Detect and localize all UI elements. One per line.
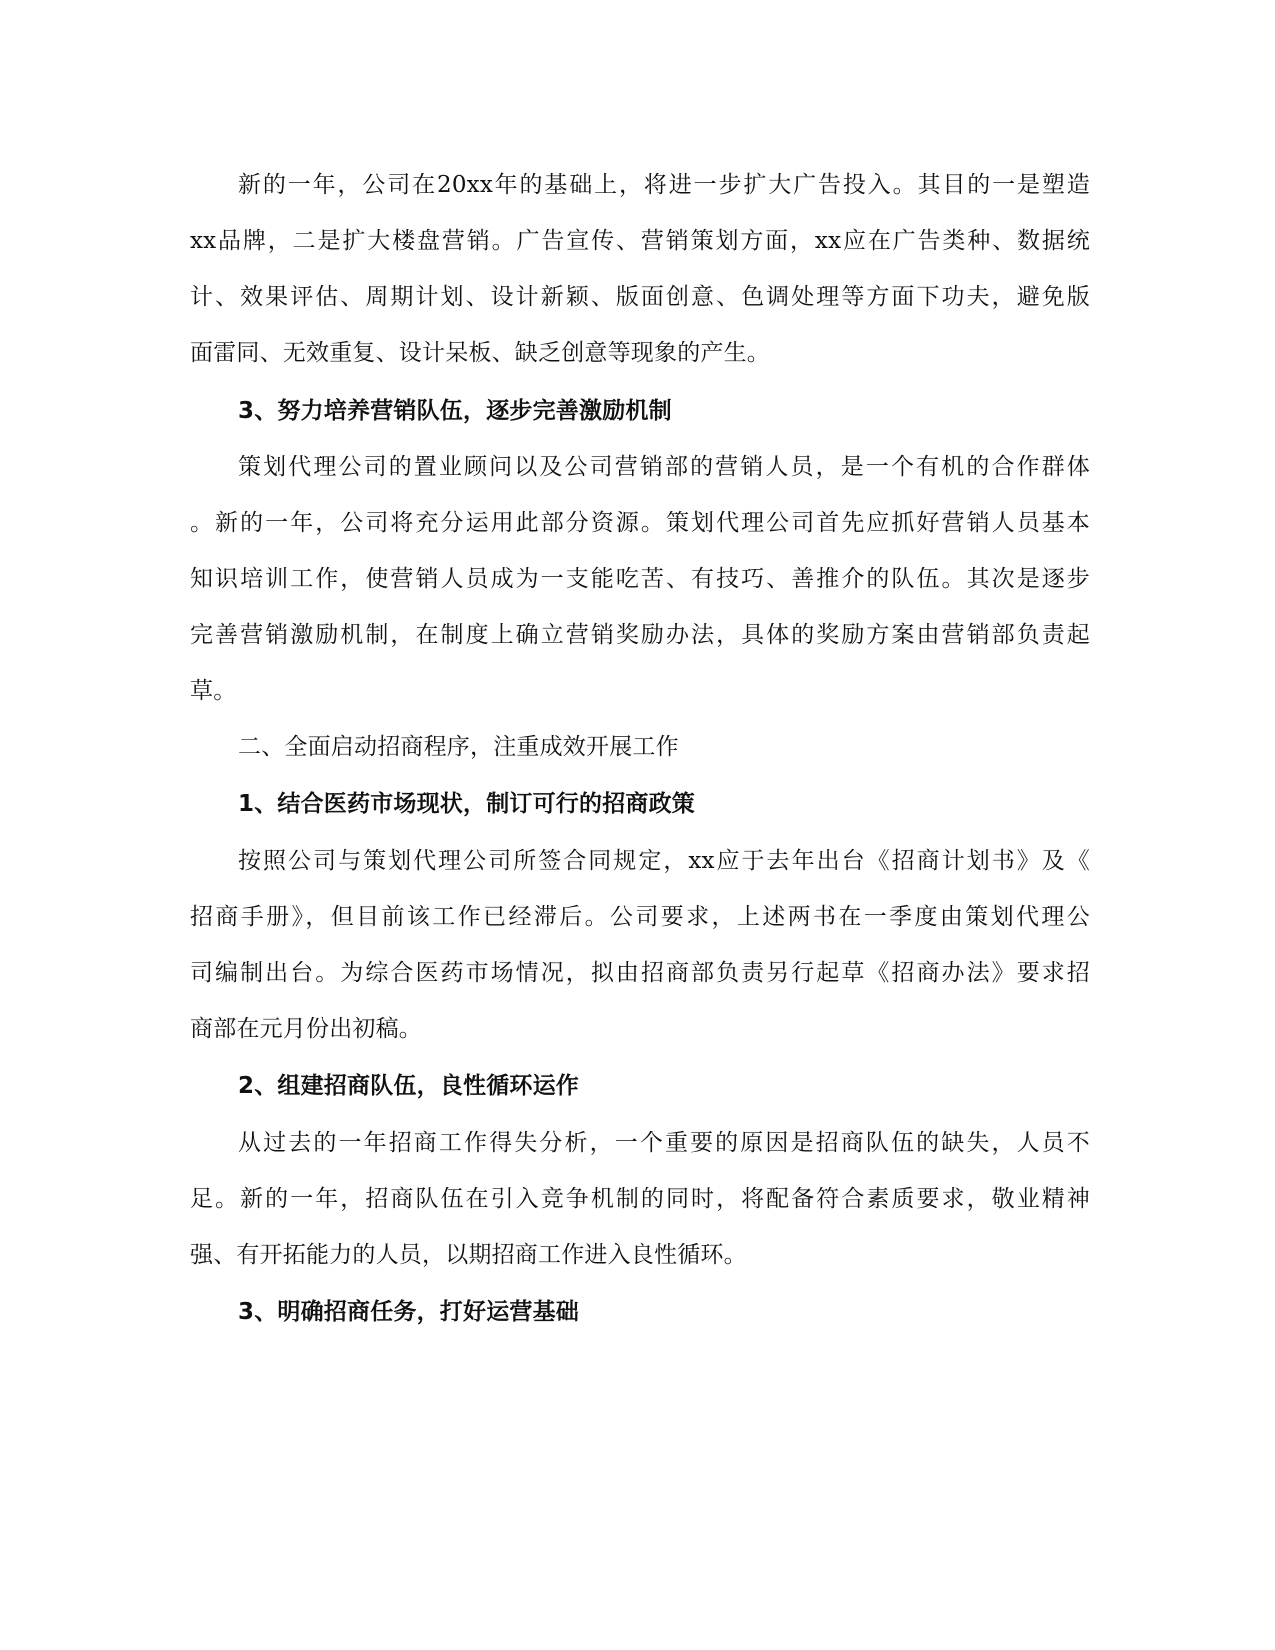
paragraph-line: 商部在元月份出初稿。 <box>190 1016 422 1042</box>
paragraph-line: 策划代理公司的置业顾问以及公司营销部的营销人员，是一个有机的合作群体 <box>238 454 1090 480</box>
paragraph-line: 从过去的一年招商工作得失分析，一个重要的原因是招商队伍的缺失，人员不 <box>238 1130 1090 1156</box>
section-heading: 1、结合医药市场现状，制订可行的招商政策 <box>238 791 696 817</box>
section-heading: 3、努力培养营销队伍，逐步完善激励机制 <box>238 398 672 424</box>
paragraph-line: xx品牌，二是扩大楼盘营销。广告宣传、营销策划方面，xx应在广告类种、数据统 <box>190 228 1090 254</box>
paragraph-line: 新的一年，公司在20xx年的基础上，将进一步扩大广告投入。其目的一是塑造 <box>238 172 1090 198</box>
paragraph-line: 司编制出台。为综合医药市场情况，拟由招商部负责另行起草《招商办法》要求招 <box>190 960 1090 986</box>
section-heading: 3、明确招商任务，打好运营基础 <box>238 1299 580 1325</box>
paragraph-line: 足。新的一年，招商队伍在引入竞争机制的同时，将配备符合素质要求，敬业精神 <box>190 1186 1090 1212</box>
paragraph-line: 草。 <box>190 678 237 704</box>
paragraph-line: 招商手册》，但目前该工作已经滞后。公司要求，上述两书在一季度由策划代理公 <box>190 904 1090 930</box>
paragraph-line: 。新的一年，公司将充分运用此部分资源。策划代理公司首先应抓好营销人员基本 <box>190 510 1090 536</box>
paragraph-line: 完善营销激励机制，在制度上确立营销奖励办法，具体的奖励方案由营销部负责起 <box>190 622 1090 648</box>
paragraph-line: 按照公司与策划代理公司所签合同规定，xx应于去年出台《招商计划书》及《 <box>238 848 1090 874</box>
paragraph-line: 强、有开拓能力的人员，以期招商工作进入良性循环。 <box>190 1242 747 1268</box>
paragraph-line: 面雷同、无效重复、设计呆板、缺乏创意等现象的产生。 <box>190 340 770 366</box>
section-heading: 2、组建招商队伍，良性循环运作 <box>238 1073 580 1099</box>
paragraph-line: 计、效果评估、周期计划、设计新颖、版面创意、色调处理等方面下功夫，避免版 <box>190 284 1090 310</box>
paragraph-line: 知识培训工作，使营销人员成为一支能吃苦、有技巧、善推介的队伍。其次是逐步 <box>190 566 1090 592</box>
chapter-heading: 二、全面启动招商程序，注重成效开展工作 <box>238 734 679 760</box>
